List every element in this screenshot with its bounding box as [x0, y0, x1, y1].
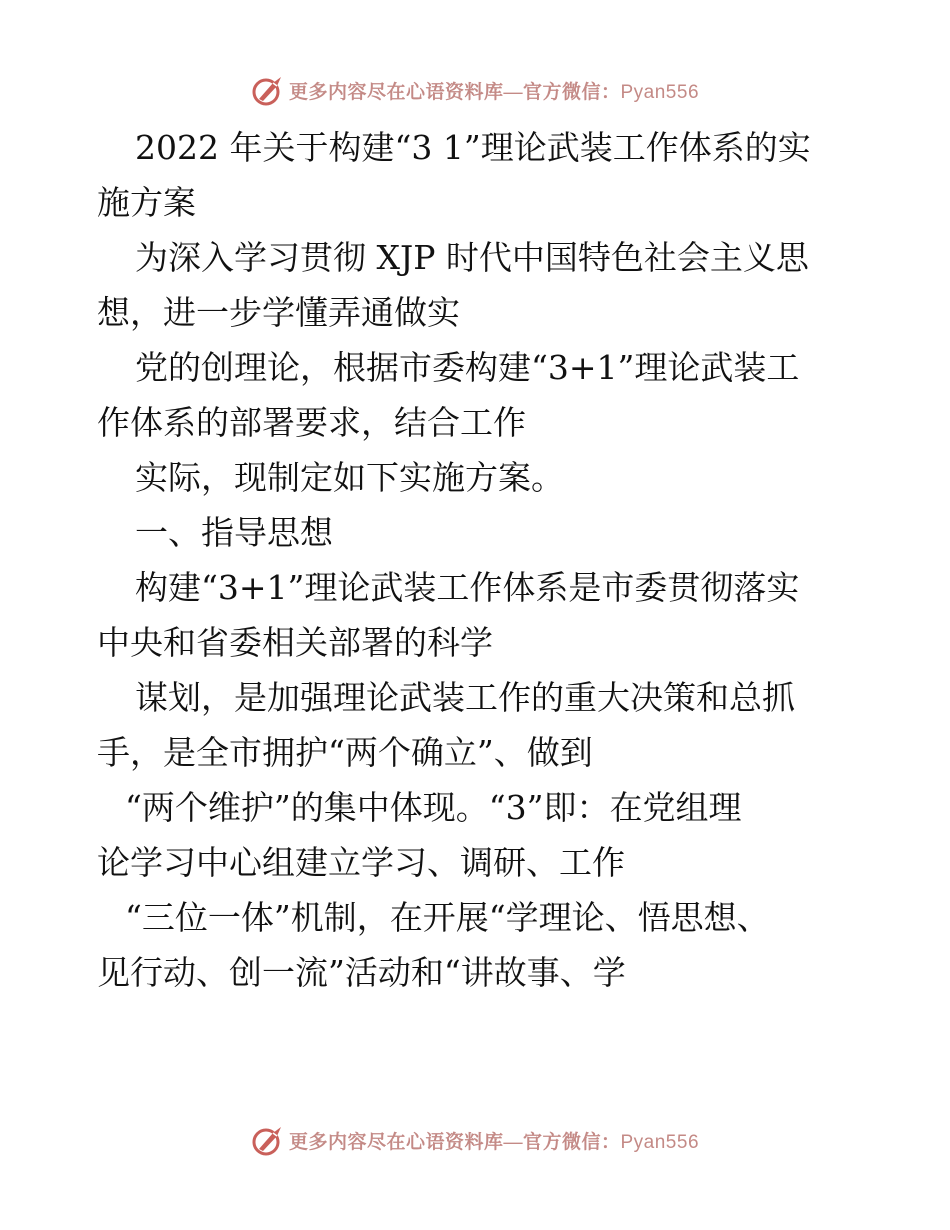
- footer-watermark: [0, 1120, 950, 1160]
- watermark-wechat-id: Pyan556: [620, 81, 700, 103]
- paragraph-line: 作体系的部署要求，结合工作: [97, 403, 526, 442]
- paragraph-line: 论学习中心组建立学习、调研、工作: [97, 843, 625, 882]
- watermark-text: [289, 77, 699, 104]
- paragraph-line: 见行动、创一流”活动和“讲故事、学: [97, 953, 626, 992]
- watermark-wechat-id: Pyan556: [620, 1131, 700, 1153]
- paragraph-line: 为深入学习贯彻 XJP 时代中国特色社会主义思: [135, 238, 809, 277]
- title-line-1: 2022 年关于构建“3 1”理论武装工作体系的实: [135, 128, 811, 167]
- watermark-text: [289, 1127, 699, 1154]
- document-body: [97, 120, 857, 1000]
- paragraph-line: 党的创理论，根据市委构建“3+1”理论武装工: [135, 348, 800, 387]
- watermark-label: 更多内容尽在心语资料库—官方微信：: [288, 81, 621, 103]
- header-watermark: [0, 70, 950, 110]
- title-line-2: 施方案: [97, 183, 196, 222]
- paragraph-line: “三位一体”机制，在开展“学理论、悟思想、: [125, 898, 770, 937]
- paragraph-line: “两个维护”的集中体现。“3”即：在党组理: [125, 788, 742, 827]
- quill-logo-icon: [251, 73, 285, 107]
- paragraph-line: 构建“3+1”理论武装工作体系是市委贯彻落实: [135, 568, 800, 607]
- paragraph-line: 中央和省委相关部署的科学: [97, 623, 493, 662]
- paragraph-line: 谋划，是加强理论武装工作的重大决策和总抓: [135, 678, 795, 717]
- section-heading: 一、指导思想: [135, 513, 333, 552]
- paragraph-line: 实际，现制定如下实施方案。: [135, 458, 564, 497]
- watermark-label: 更多内容尽在心语资料库—官方微信：: [288, 1131, 621, 1153]
- paragraph-line: 想，进一步学懂弄通做实: [97, 293, 460, 332]
- quill-logo-icon: [251, 1123, 285, 1157]
- paragraph-line: 手，是全市拥护“两个确立”、做到: [97, 733, 593, 772]
